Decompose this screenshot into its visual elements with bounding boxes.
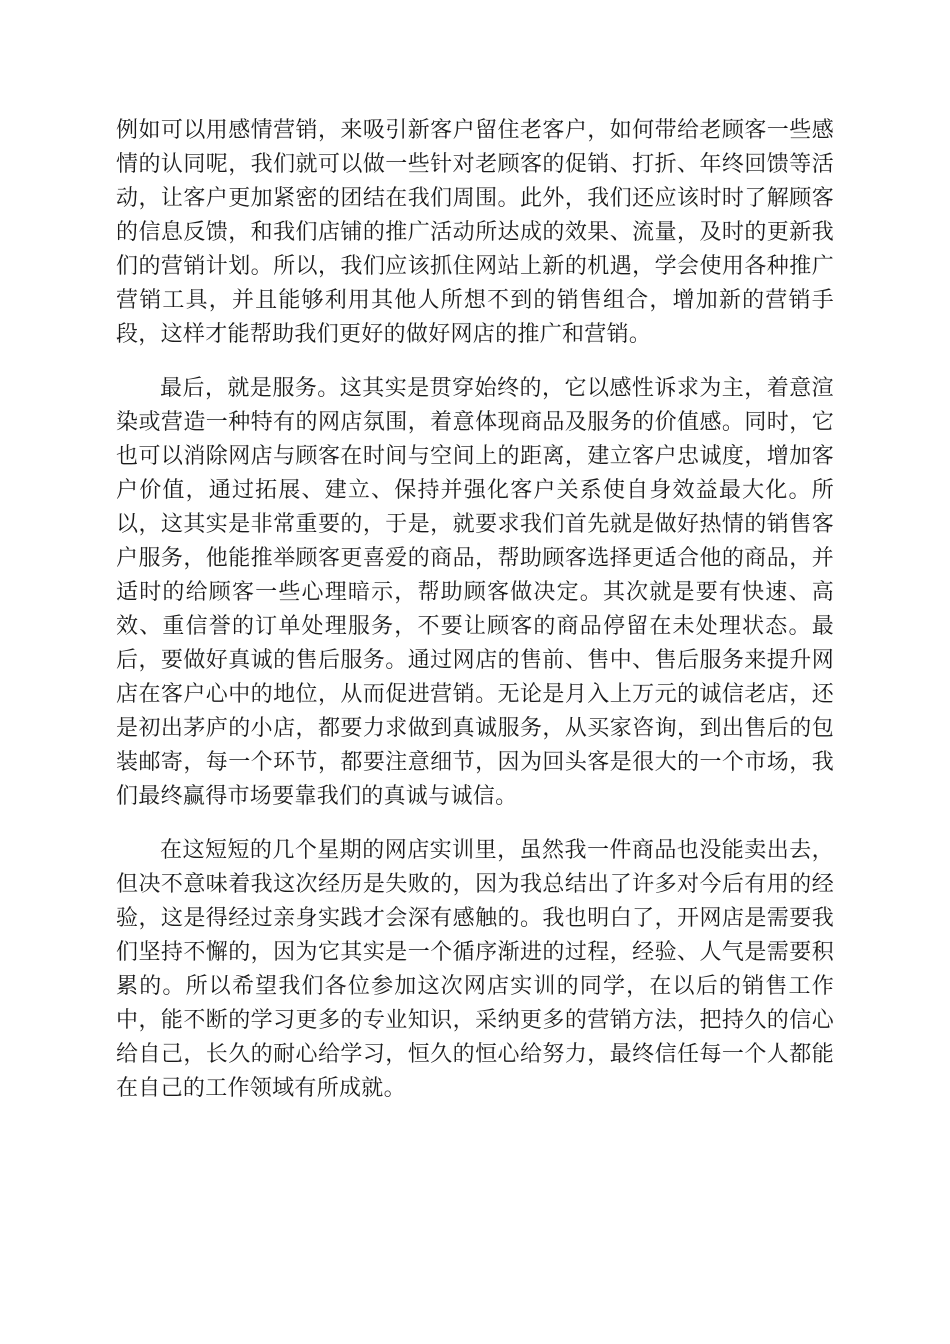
paragraph-3: 在这短短的几个星期的网店实训里，虽然我一件商品也没能卖出去，但决不意味着我这次经历是失败的，因为我总结出了许多对今后有用的经验，这是得经过亲身实践才会深有感触的。我也明白了，开网店是需要我们坚持不懈的，因为它其实是一个循序渐进的过程，经验、人气是需要积累的。所以希望我们各位参加这次网店实训的同学，在以后的销售工作中，能不断的学习更多的专业知识，采纳更多的营销方法，把持久的信心给自己，长久的耐心给学习，恒久的恒心给努力，最终信任每一个人都能在自己的工作领域有所成就。 [116,838,834,1101]
paragraph-1: 例如可以用感情营销，来吸引新客户留住老客户，如何带给老顾客一些感情的认同呢，我们就可以做一些针对老顾客的促销、打折、年终回馈等活动，让客户更加紧密的团结在我们周围。此外，我们还应该时时了解顾客的信息反馈，和我们店铺的推广活动所达成的效果、流量，及时的更新我们的营销计划。所以，我们应该抓住网站上新的机遇，学会使用各种推广营销工具，并且能够利用其他人所想不到的销售组合，增加新的营销手段，这样才能帮助我们更好的做好网店的推广和营销。 [116,118,834,347]
paragraph-2: 最后，就是服务。这其实是贯穿始终的，它以感性诉求为主，着意渲染或营造一种特有的网店氛围，着意体现商品及服务的价值感。同时，它也可以消除网店与顾客在时间与空间上的距离，建立客户忠诚度，增加客户价值，通过拓展、建立、保持并强化客户关系使自身效益最大化。所以，这其实是非常重要的，于是，就要求我们首先就是做好热情的销售客户服务，他能推举顾客更喜爱的商品，帮助顾客选择更适合他的商品，并适时的给顾客一些心理暗示，帮助顾客做决定。其次就是要有快速、高效、重信誉的订单处理服务，不要让顾客的商品停留在未处理状态。最后，要做好真诚的售后服务。通过网店的售前、售中、售后服务来提升网店在客户心中的地位，从而促进营销。无论是月入上万元的诚信老店，还是初出茅庐的小店，都要力求做到真诚服务，从买家咨询，到出售后的包装邮寄，每一个环节，都要注意细节，因为回头客是很大的一个市场，我们最终赢得市场要靠我们的真诚与诚信。 [116,376,834,809]
document-body [116,114,834,1106]
